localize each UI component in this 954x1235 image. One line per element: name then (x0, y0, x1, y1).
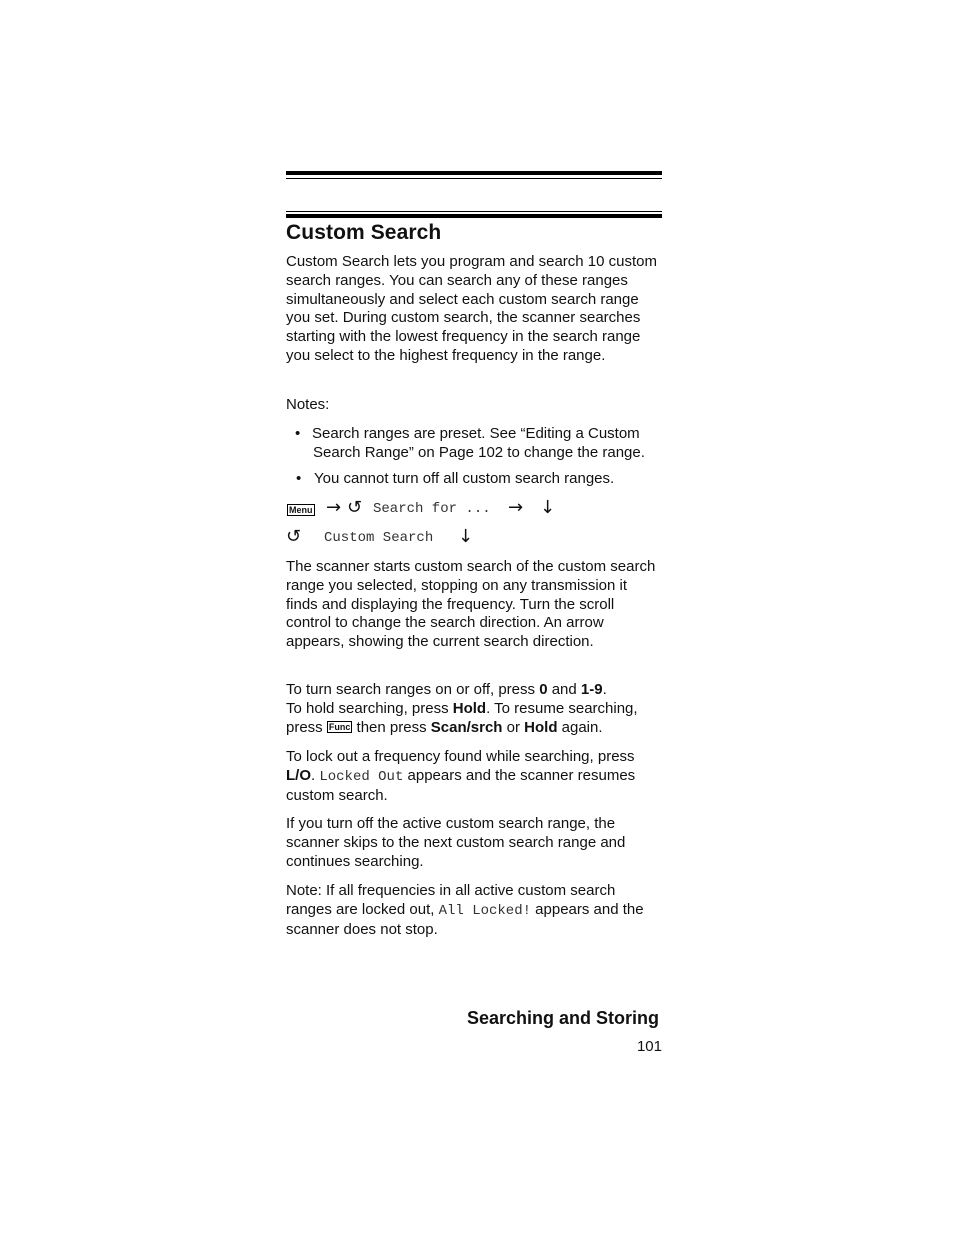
top-rule-thin (286, 178, 662, 179)
paragraph-text: If you turn off the active custom search range, the scanner skips to the next custom search range and continues searching. (286, 815, 626, 870)
display-custom-search: Custom Search (324, 530, 434, 546)
chapter-footer-title: Searching and Storing (466, 1008, 659, 1028)
arrow-down-icon: ↓ (458, 526, 474, 547)
paragraph-text: The scanner starts custom search of the custom search range you selected, stopping on any transmission it finds and displaying the frequency. Turn the scroll control to change the search direction. An arrow appears, showing the current search direction. (286, 558, 656, 651)
top-rule-thick (286, 171, 662, 175)
paragraph-turn-off (286, 815, 662, 871)
heading-rule-thin (286, 211, 662, 212)
hold-key: Hold (524, 718, 558, 736)
page-number: 101 (636, 1038, 662, 1055)
key-0: 0 (539, 681, 548, 698)
lo-key: L/O (286, 766, 311, 784)
paragraph-text: To lock out a frequency found while searching, press L/O. Locked Out appears and the scanner resumes custom search. (286, 748, 636, 804)
key-1-9: 1-9 (580, 681, 603, 698)
arrow-down-icon: ↓ (540, 497, 556, 518)
bullet-icon: • (295, 425, 301, 442)
paragraph-text: Note: If all frequencies in all active custom search ranges are locked out, All Locked! appears and the scanner does not stop. (286, 882, 644, 938)
bullet-icon: • (296, 470, 302, 487)
notes-list (286, 425, 662, 463)
func-key: Func (328, 721, 351, 732)
display-locked-out: Locked Out (319, 768, 404, 785)
arrow-right-icon: → (326, 497, 342, 518)
notes-list-2 (286, 470, 662, 489)
paragraph-lockout (286, 748, 662, 805)
paragraph-ranges-hold (286, 681, 662, 737)
key-sequence-line-1 (286, 498, 662, 522)
intro-text: Custom Search lets you program and search 10 custom search ranges. You can search any of these ranges simultaneously and select each custom search range you set. During custom search, the scanner searches starting with the lowest frequency in the search range you select to the highest frequency in the range. (286, 253, 658, 364)
display-all-locked: All Locked! (438, 902, 532, 919)
paragraph-scanner-starts (286, 558, 662, 652)
paragraph-note-all-locked (286, 882, 662, 939)
heading-rule-thick (286, 214, 662, 218)
scroll-control-icon: ↺ (347, 497, 363, 518)
scan-srch-key: Scan/srch (430, 718, 503, 736)
note-item (286, 425, 662, 463)
arrow-right-icon: → (508, 497, 524, 518)
paragraph-text: To turn search ranges on or off, press 0 and 1-9. To hold searching, press Hold. To resume searching, press Func then press Scan/srch or Hold again. (286, 681, 638, 736)
note-text: Search ranges are preset. See “Editing a Custom Search Range” on Page 102 to change the range. (312, 425, 645, 461)
note-item (286, 470, 662, 489)
hold-key: Hold (452, 699, 487, 717)
key-sequence-line-2 (286, 527, 662, 551)
intro-paragraph (286, 253, 662, 366)
scroll-control-icon: ↺ (286, 526, 302, 547)
section-title: Custom Search (286, 221, 442, 244)
display-search-for: Search for ... (373, 501, 491, 517)
menu-key: Menu (289, 505, 313, 515)
notes-label: Notes: (286, 396, 330, 413)
note-text: You cannot turn off all custom search ranges. (314, 470, 615, 487)
